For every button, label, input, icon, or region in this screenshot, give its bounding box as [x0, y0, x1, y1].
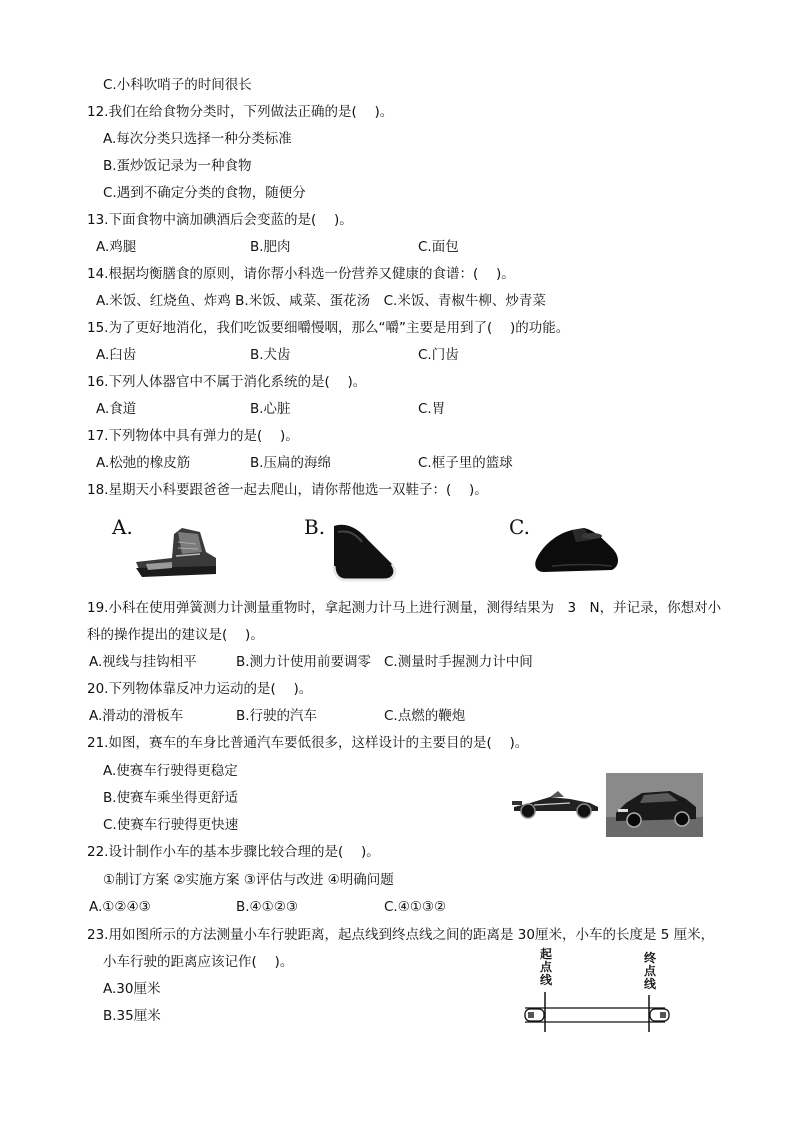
race-car-image: [510, 785, 602, 821]
q12-stem: 12.我们在给食物分类时，下列做法正确的是( )。: [87, 104, 394, 120]
q22-option-b: B.④①②③: [236, 899, 298, 915]
car-at-end-icon: [650, 1009, 669, 1021]
track-drawing: [515, 948, 675, 1033]
shoe-c-label: C.: [509, 515, 530, 539]
q12-option-c: C.遇到不确定分类的食物，随便分: [103, 185, 306, 201]
start-line-label-3: 线: [540, 973, 553, 987]
q19-stem-line2: 科的操作提出的建议是( )。: [87, 627, 264, 643]
q23-stem-line1: 23.用如图所示的方法测量小车行驶距离，起点线到终点线之间的距离是 30厘米，小车的长度是 5 厘米，: [87, 927, 715, 943]
q11-option-c: C.小科吹哨子的时间很长: [103, 77, 252, 93]
q14-options: A.米饭、红烧鱼、炸鸡 B.米饭、咸菜、蛋花汤 C.米饭、青椒牛柳、炒青菜: [96, 293, 546, 309]
q21-option-c: C.使赛车行驶得更快速: [103, 817, 239, 833]
ordinary-car-image: [606, 773, 703, 837]
q12-option-b: B.蛋炒饭记录为一种食物: [103, 158, 252, 174]
q22-option-a: A.①②④③: [89, 899, 151, 915]
q17-option-b: B.压扁的海绵: [250, 455, 332, 471]
q13-option-c: C.面包: [418, 239, 459, 255]
q21-option-a: A.使赛车行驶得更稳定: [103, 763, 238, 779]
q21-stem: 21.如图，赛车的车身比普通汽车要低很多，这样设计的主要目的是( )。: [87, 735, 529, 751]
q16-option-c: C.胃: [418, 401, 446, 417]
hiking-boot-image: [132, 522, 224, 580]
q16-option-a: A.食道: [96, 401, 137, 417]
distance-diagram: [515, 948, 675, 1033]
q13-option-a: A.鸡腿: [96, 239, 137, 255]
q20-option-b: B.行驶的汽车: [236, 708, 318, 724]
q12-option-a: A.每次分类只选择一种分类标准: [103, 131, 292, 147]
q23-option-b: B.35厘米: [103, 1008, 161, 1024]
q17-stem: 17.下列物体中具有弹力的是( )。: [87, 428, 299, 444]
q16-stem: 16.下列人体器官中不属于消化系统的是( )。: [87, 374, 367, 390]
q21-option-b: B.使赛车乘坐得更舒适: [103, 790, 239, 806]
leather-shoe-image: [532, 516, 622, 576]
q17-option-a: A.松弛的橡皮筋: [96, 455, 191, 471]
q23-option-a: A.30厘米: [103, 981, 161, 997]
q18-stem: 18.星期天小科要跟爸爸一起去爬山，请你帮他选一双鞋子：( )。: [87, 482, 488, 498]
end-line-label-2: 点: [644, 964, 657, 978]
q15-option-b: B.犬齿: [250, 347, 291, 363]
shoe-a-label: A.: [112, 515, 133, 539]
q13-option-b: B.肥肉: [250, 239, 291, 255]
q22-stem: 22.设计制作小车的基本步骤比较合理的是( )。: [87, 844, 380, 860]
q19-option-b: B.测力计使用前要调零: [236, 654, 372, 670]
car-at-start-icon: [525, 1009, 544, 1021]
start-line-label-1: 起: [540, 947, 553, 961]
q15-option-c: C.门齿: [418, 347, 459, 363]
q19-option-a: A.视线与挂钩相平: [89, 654, 197, 670]
q19-stem-line1: 19.小科在使用弹簧测力计测量重物时，拿起测力计马上进行测量，测得结果为 3 N，并记录，你想对小: [87, 600, 722, 616]
q22-option-c: C.④①③②: [384, 899, 447, 915]
q17-option-c: C.框子里的篮球: [418, 455, 513, 471]
q22-steps: ①制订方案 ②实施方案 ③评估与改进 ④明确问题: [103, 872, 394, 888]
q20-option-a: A.滑动的滑板车: [89, 708, 184, 724]
q20-stem: 20.下列物体靠反冲力运动的是( )。: [87, 681, 313, 697]
q16-option-b: B.心脏: [250, 401, 291, 417]
q14-stem: 14.根据均衡膳食的原则，请你帮小科选一份营养又健康的食谱：( )。: [87, 266, 515, 282]
end-line-label-1: 终: [644, 951, 657, 965]
q19-option-c: C.测量时手握测力计中间: [384, 654, 533, 670]
end-line-label-3: 线: [644, 977, 657, 991]
q13-stem: 13.下面食物中滴加碘酒后会变蓝的是( )。: [87, 212, 353, 228]
q15-stem: 15.为了更好地消化，我们吃饭要细嚼慢咽，那么“嚼”主要是用到了( )的功能。: [87, 320, 570, 336]
q23-stem-line2: 小车行驶的距离应该记作( )。: [103, 954, 294, 970]
q20-option-c: C.点燃的鞭炮: [384, 708, 466, 724]
q15-option-a: A.臼齿: [96, 347, 137, 363]
cloth-shoe-image: [326, 518, 402, 584]
shoe-b-label: B.: [304, 515, 326, 539]
start-line-label-2: 点: [540, 960, 553, 974]
